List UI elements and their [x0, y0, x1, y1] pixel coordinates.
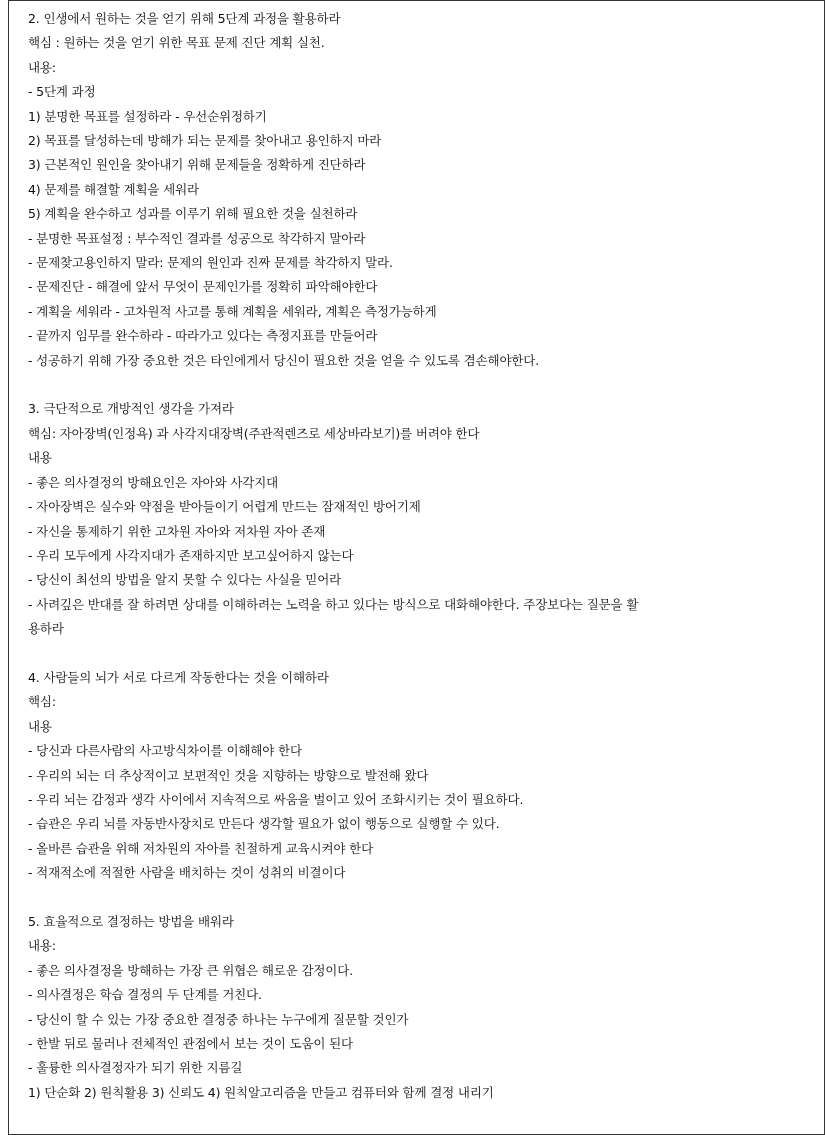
paragraph-spacer — [28, 886, 818, 910]
text-line: - 사려깊은 반대를 잘 하려면 상대를 이해하려는 노력을 하고 있다는 방식으로 대화해야한다. 주장보다는 질문을 활 — [28, 596, 639, 612]
section-5-title: 5. 효율적으로 결정하는 방법을 배워라 — [28, 913, 234, 929]
text-line: 3) 근본적인 원인을 찾아내기 위해 문제들을 정확하게 진단하라 — [28, 157, 366, 173]
text-line: 1) 단순화 2) 원칙활용 3) 신뢰도 4) 원칙알고리즘을 만들고 컴퓨터와 함께 결정 내리기 — [28, 1084, 494, 1100]
section-3-key-point: 핵심: 자아장벽(인정욕) 과 사각지대장벽(주관적렌즈로 세상바라보기)를 버려야 한다 — [28, 425, 480, 441]
text-line: 1) 분명한 목표를 설정하라 - 우선순위정하기 — [28, 108, 267, 124]
document-frame — [8, 0, 825, 1135]
text-line: - 분명한 목표설정 : 부수적인 결과를 성공으로 착각하지 말아라 — [28, 230, 366, 246]
text-line: 4) 문제를 해결할 계획을 세워라 — [28, 181, 199, 197]
text-line: - 성공하기 위해 가장 중요한 것은 타인에게서 당신이 필요한 것을 얻을 수 있도록 겸손해야한다. — [28, 352, 540, 368]
text-line: - 문제찾고용인하지 말라: 문제의 원인과 진짜 문제를 착각하지 말라. — [28, 255, 393, 271]
text-line: - 훌륭한 의사결정자가 되기 위한 지름길 — [28, 1060, 243, 1076]
text-line: - 습관은 우리 뇌를 자동반사장치로 만든다 생각할 필요가 없이 행동으로 실행할 수 있다. — [28, 816, 500, 832]
text-line: 2) 목표를 달성하는데 방해가 되는 문제를 찾아내고 용인하지 마라 — [28, 133, 382, 149]
text-line: - 계획을 세워라 - 고차원적 사고를 통해 계획을 세워라, 계획은 측정가능하게 — [28, 303, 437, 319]
text-line: 용하라 — [28, 621, 64, 637]
text-line: - 5단계 과정 — [28, 84, 96, 100]
text-line: - 좋은 의사결정의 방해요인은 자아와 사각지대 — [28, 474, 279, 490]
text-line: - 좋은 의사결정을 방해하는 가장 큰 위협은 해로운 감정이다. — [28, 962, 353, 978]
text-line: 5) 계획을 완수하고 성과를 이루기 위해 필요한 것을 실천하라 — [28, 206, 358, 222]
text-line: - 우리의 뇌는 더 추상적이고 보편적인 것을 지향하는 방향으로 발전해 왔다 — [28, 767, 429, 783]
section-4-title: 4. 사람들의 뇌가 서로 다르게 작동한다는 것을 이해하라 — [28, 669, 329, 685]
text-line: - 자아장벽은 실수와 약점을 받아들이기 어렵게 만드는 잠재적인 방어기제 — [28, 499, 421, 515]
section-4-key-point: 핵심: — [28, 694, 56, 710]
text-line: - 한발 뒤로 물러나 전체적인 관점에서 보는 것이 도움이 된다 — [28, 1036, 353, 1052]
text-line: - 우리 모두에게 사각지대가 존재하지만 보고싶어하지 않는다 — [28, 547, 354, 563]
text-line: - 당신이 최선의 방법을 알지 못할 수 있다는 사실을 믿어라 — [28, 572, 342, 588]
text-line: - 끝까지 임무를 완수하라 - 따라가고 있다는 측정지표를 만들어라 — [28, 328, 378, 344]
text-line: - 적재적소에 적절한 사람을 배치하는 것이 성취의 비결이다 — [28, 865, 346, 881]
section-2-key-point: 핵심 : 원하는 것을 얻기 위한 목표 문제 진단 계획 실천. — [28, 35, 325, 51]
text-line: - 당신이 할 수 있는 가장 중요한 결정중 하나는 누구에게 질문할 것인가 — [28, 1011, 409, 1027]
document-body — [28, 7, 818, 1105]
section-3-content-label: 내용 — [28, 450, 52, 466]
section-2-content-label: 내용: — [28, 59, 56, 75]
section-3-title: 3. 극단적으로 개방적인 생각을 가져라 — [28, 401, 234, 417]
text-line: - 문제진단 - 해결에 앞서 무엇이 문제인가를 정확히 파악해야한다 — [28, 279, 378, 295]
section-4-content-label: 내용 — [28, 718, 52, 734]
text-line: - 의사결정은 학습 결정의 두 단계를 거친다. — [28, 987, 262, 1003]
section-5-content-label: 내용: — [28, 938, 56, 954]
text-line: - 올바른 습관을 위해 저차원의 자아를 친절하게 교육시켜야 한다 — [28, 840, 373, 856]
text-line: - 우리 뇌는 감정과 생각 사이에서 지속적으로 싸움을 벌이고 있어 조화시키는 것이 필요하다. — [28, 791, 524, 807]
text-line: - 당신과 다른사람의 사고방식차이를 이해해야 한다 — [28, 743, 302, 759]
section-2-title: 2. 인생에서 원하는 것을 얻기 위해 5단계 과정을 활용하라 — [28, 11, 341, 26]
paragraph-spacer — [28, 642, 818, 666]
text-line: - 자신을 통제하기 위한 고차원 자아와 저차원 자아 존재 — [28, 523, 326, 539]
paragraph-spacer — [28, 373, 818, 397]
